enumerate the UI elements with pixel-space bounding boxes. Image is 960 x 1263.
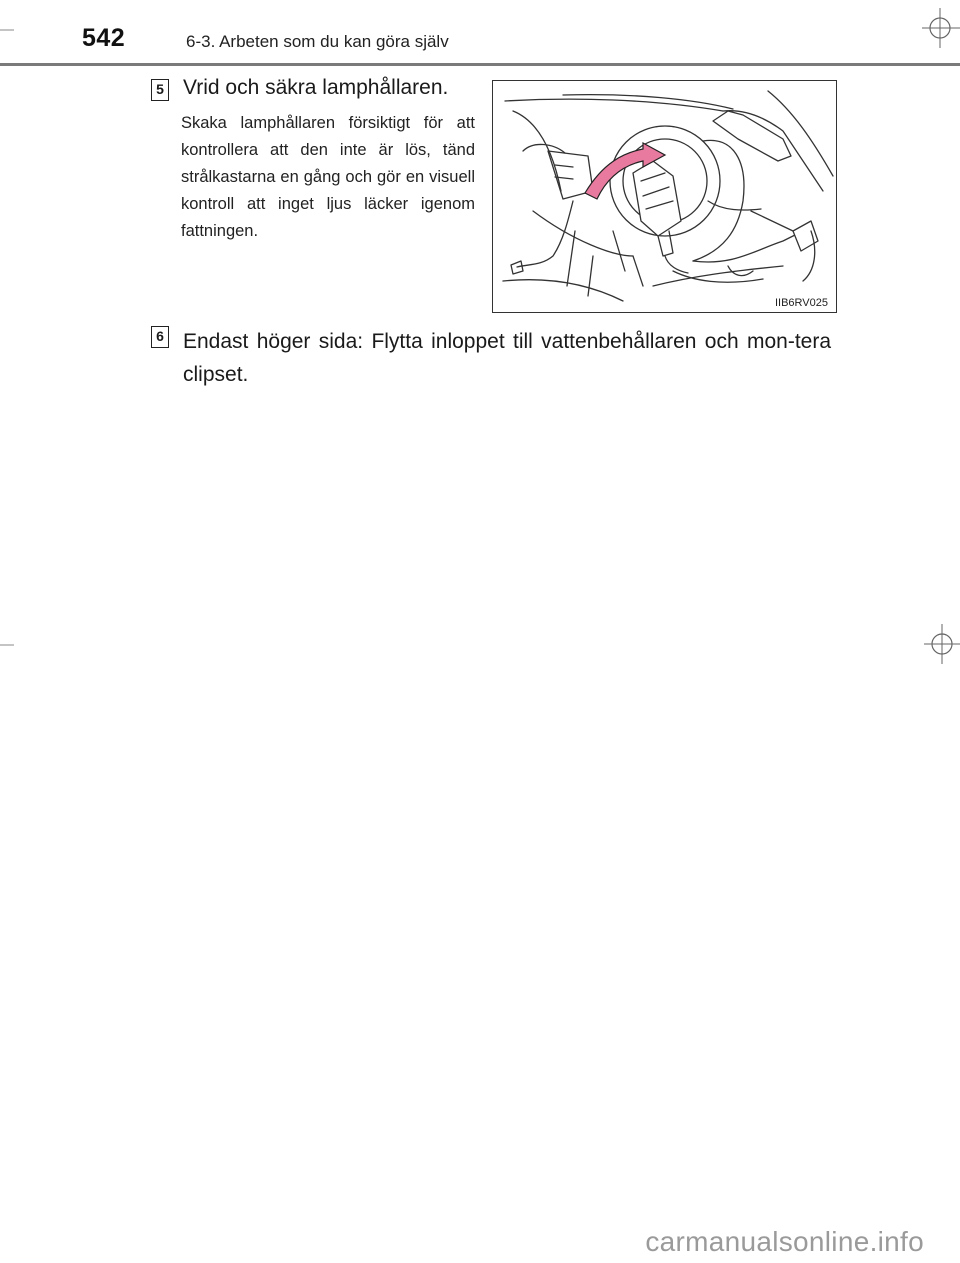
step-badge-6: 6 xyxy=(151,326,169,348)
registration-mark-top-right xyxy=(920,0,960,60)
header-rule xyxy=(0,63,960,66)
watermark: carmanualsonline.info xyxy=(645,1226,924,1257)
step-badge-5: 5 xyxy=(151,79,169,101)
crop-mark-mid-left xyxy=(0,630,30,660)
illustration-drawing xyxy=(493,81,837,313)
figure-code: IIB6RV025 xyxy=(774,297,828,309)
step-6-text: Endast höger sida: Flytta inloppet till vattenbehållaren och mon-tera clipset. xyxy=(183,330,831,386)
page-number: 542 xyxy=(82,24,126,52)
registration-mark-mid-right xyxy=(920,620,960,670)
crop-mark-top-left xyxy=(0,0,30,40)
headlamp-socket-illustration xyxy=(492,80,837,313)
step-5-description: Skaka lamphållaren försiktigt för att kontrollera att den inte är lös, tänd strålkastarna en gång och gör en visuell kontroll att inget ljus läcker igenom fattningen. xyxy=(181,114,475,240)
step-5-title: Vrid och säkra lamphållaren. xyxy=(183,76,449,99)
section-title: 6-3. Arbeten som du kan göra själv xyxy=(186,32,449,51)
